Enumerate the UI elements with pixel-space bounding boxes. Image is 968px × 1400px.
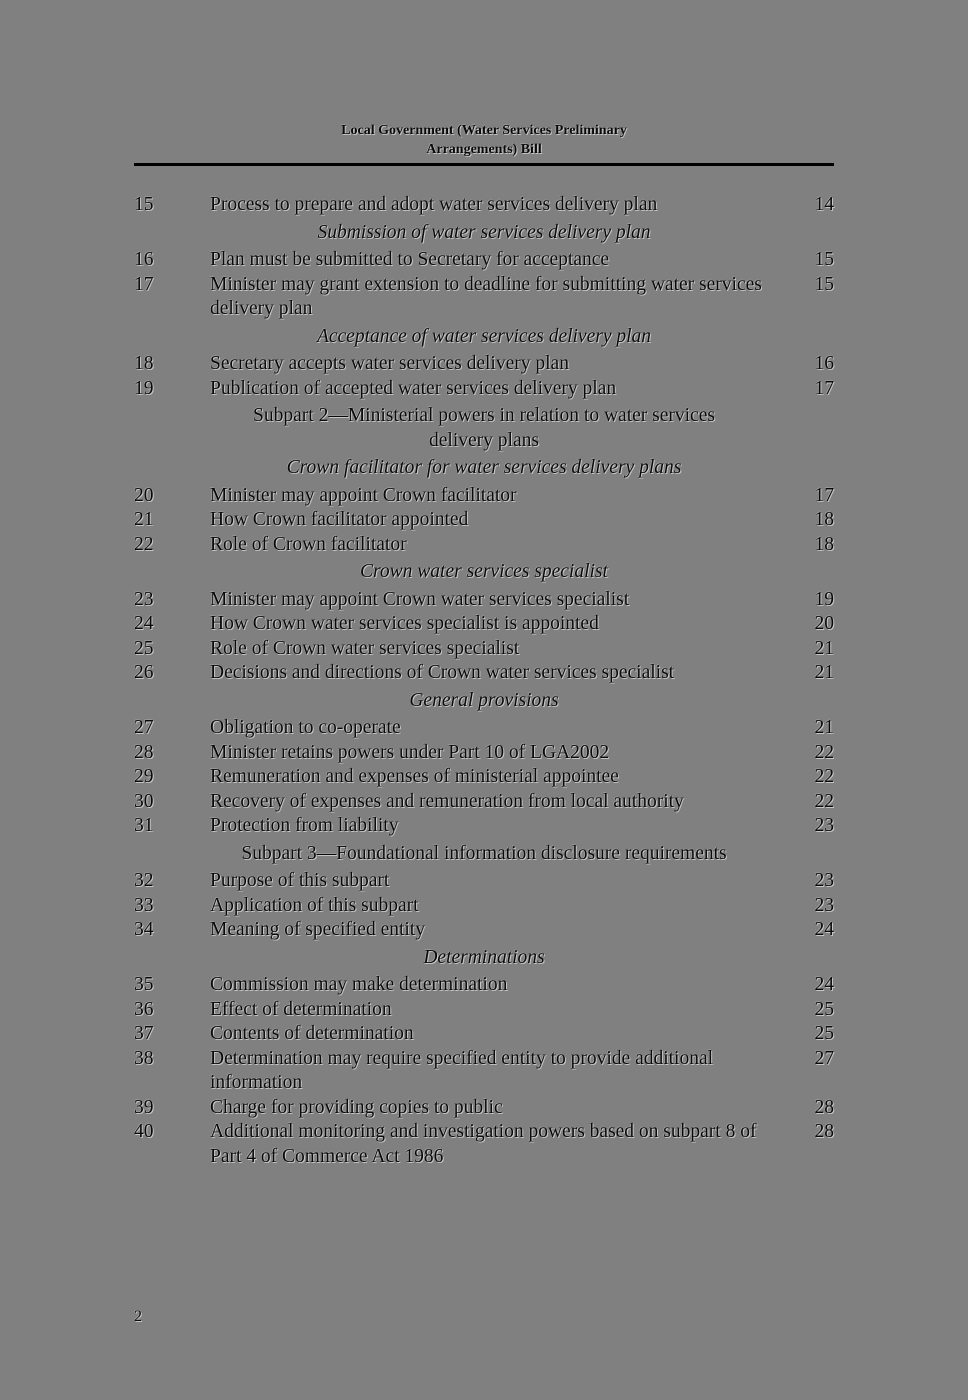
section-number: 29 xyxy=(134,766,154,787)
section-number: 16 xyxy=(134,249,154,270)
page-reference: 20 xyxy=(814,613,834,634)
page-reference: 17 xyxy=(814,377,834,399)
section-title: Contents of determination xyxy=(210,1023,414,1044)
page-reference: 24 xyxy=(814,919,834,940)
toc-entry[interactable] xyxy=(134,1120,834,1169)
page-reference: 18 xyxy=(814,533,834,555)
toc-cross-heading: Determinations xyxy=(423,946,545,968)
section-number: 32 xyxy=(134,870,154,891)
toc-entry[interactable] xyxy=(134,1022,834,1047)
page-reference: 14 xyxy=(814,194,834,215)
section-title: How Crown facilitator appointed xyxy=(210,509,469,530)
section-title: Recovery of expenses and remuneration from local authority xyxy=(210,790,684,812)
section-number: 15 xyxy=(134,194,154,215)
toc-entry[interactable] xyxy=(134,588,834,613)
section-title: Minister may appoint Crown facilitator xyxy=(210,484,517,506)
toc-entry[interactable] xyxy=(134,894,834,919)
section-title: Minister may appoint Crown water services specialist xyxy=(210,588,630,610)
page-reference: 28 xyxy=(814,1121,834,1142)
section-number: 35 xyxy=(134,974,154,995)
section-title: Decisions and directions of Crown water services specialist xyxy=(210,662,675,683)
toc-entry[interactable] xyxy=(134,765,834,790)
toc-cross-heading: Crown facilitator for water services delivery plans xyxy=(286,457,682,478)
section-title: Additional monitoring and investigation powers based on subpart 8 of Part 4 of Commerce Act 1986 xyxy=(210,1121,757,1167)
section-number: 36 xyxy=(134,998,154,1020)
running-header xyxy=(134,121,834,159)
toc-entry[interactable] xyxy=(134,484,834,509)
page-reference: 25 xyxy=(814,998,834,1020)
page-reference: 22 xyxy=(814,741,834,763)
toc-entry[interactable] xyxy=(134,790,834,815)
page-reference: 28 xyxy=(814,1096,834,1118)
page-number: 2 xyxy=(134,1308,142,1325)
section-title: Role of Crown facilitator xyxy=(210,533,407,555)
header-title-line-2: Arrangements) Bill xyxy=(426,142,542,157)
page-reference: 21 xyxy=(814,717,834,738)
section-number: 34 xyxy=(134,919,154,940)
section-title: Remuneration and expenses of ministerial appointee xyxy=(210,766,619,787)
section-number: 37 xyxy=(134,1023,154,1044)
section-number: 18 xyxy=(134,353,154,374)
toc-entry[interactable] xyxy=(134,533,834,558)
toc-cross-heading: Acceptance of water services delivery plan xyxy=(316,325,652,347)
section-title: Protection from liability xyxy=(210,815,399,836)
toc-entry[interactable] xyxy=(134,1047,834,1096)
page-reference: 19 xyxy=(814,588,834,610)
toc-entry[interactable] xyxy=(134,612,834,637)
toc-entry[interactable] xyxy=(134,918,834,943)
page-reference: 15 xyxy=(814,249,834,270)
section-number: 28 xyxy=(134,741,154,763)
page-reference: 17 xyxy=(814,484,834,506)
page-reference: 18 xyxy=(814,509,834,530)
section-title: Charge for providing copies to public xyxy=(210,1096,503,1118)
toc-entry[interactable] xyxy=(134,973,834,998)
page-reference: 22 xyxy=(814,790,834,812)
section-title: Commission may make determination xyxy=(210,974,508,995)
section-title: Effect of determination xyxy=(210,998,392,1020)
toc-entry[interactable] xyxy=(134,814,834,839)
toc-entry[interactable] xyxy=(134,661,834,686)
toc-entry[interactable] xyxy=(134,869,834,894)
section-title: Minister retains powers under Part 10 of LGA2002 xyxy=(210,741,610,763)
section-title: Determination may require specified entity to provide additional information xyxy=(210,1047,714,1093)
section-title: Role of Crown water services specialist xyxy=(210,637,520,659)
section-title: Plan must be submitted to Secretary for acceptance xyxy=(210,249,610,270)
toc-cross-heading: General provisions xyxy=(409,689,559,711)
toc-entry[interactable] xyxy=(134,193,834,218)
section-title: Application of this subpart xyxy=(210,894,419,916)
toc-entry[interactable] xyxy=(134,377,834,402)
section-number: 24 xyxy=(134,613,154,634)
header-title-line-1: Local Government (Water Services Preliminary xyxy=(341,123,627,138)
page-reference: 25 xyxy=(814,1023,834,1044)
section-title: Process to prepare and adopt water services delivery plan xyxy=(210,194,658,215)
section-number: 21 xyxy=(134,509,154,530)
section-title: Publication of accepted water services delivery plan xyxy=(210,377,617,399)
toc-cross-heading: Submission of water services delivery plan xyxy=(317,221,651,243)
section-title: How Crown water services specialist is appointed xyxy=(210,613,599,634)
page-reference: 24 xyxy=(814,974,834,995)
toc-entry[interactable] xyxy=(134,716,834,741)
page-reference: 23 xyxy=(814,870,834,891)
section-title: Meaning of specified entity xyxy=(210,919,425,940)
section-number: 19 xyxy=(134,377,154,399)
page-reference: 21 xyxy=(814,662,834,683)
header-rule xyxy=(134,163,834,166)
page-reference: 21 xyxy=(814,637,834,659)
section-title: Minister may grant extension to deadline for submitting water services delivery plan xyxy=(210,273,762,319)
section-number: 23 xyxy=(134,588,154,610)
section-number: 25 xyxy=(134,637,154,659)
toc-entry[interactable] xyxy=(134,1096,834,1121)
page-reference: 23 xyxy=(814,894,834,916)
toc-entry[interactable] xyxy=(134,741,834,766)
section-title: Secretary accepts water services delivery plan xyxy=(210,353,569,374)
section-title: Purpose of this subpart xyxy=(210,870,390,891)
toc-entry[interactable] xyxy=(134,508,834,533)
section-number: 33 xyxy=(134,894,154,916)
table-of-contents xyxy=(134,193,834,1169)
section-number: 40 xyxy=(134,1121,154,1142)
section-number: 26 xyxy=(134,662,154,683)
toc-cross-heading: Crown water services specialist xyxy=(360,561,608,582)
toc-entry[interactable] xyxy=(134,998,834,1023)
page-reference: 23 xyxy=(814,815,834,836)
page-reference: 27 xyxy=(814,1047,834,1069)
section-number: 30 xyxy=(134,790,154,812)
section-number: 22 xyxy=(134,533,154,555)
toc-entry[interactable] xyxy=(134,248,834,273)
section-number: 38 xyxy=(134,1047,154,1069)
section-number: 39 xyxy=(134,1096,154,1118)
toc-subpart-heading: Subpart 3—Foundational information disclosure requirements xyxy=(241,842,727,864)
toc-subpart-heading: Subpart 2—Ministerial powers in relation to water services delivery plans xyxy=(253,405,715,451)
section-title: Obligation to co-operate xyxy=(210,717,401,738)
toc-entry[interactable] xyxy=(134,273,834,322)
page-reference: 15 xyxy=(814,273,834,295)
page-reference: 16 xyxy=(814,353,834,374)
section-number: 20 xyxy=(134,484,154,506)
section-number: 27 xyxy=(134,717,154,738)
section-number: 31 xyxy=(134,815,154,836)
toc-entry[interactable] xyxy=(134,637,834,662)
page-reference: 22 xyxy=(814,766,834,787)
toc-entry[interactable] xyxy=(134,352,834,377)
section-number: 17 xyxy=(134,273,154,295)
